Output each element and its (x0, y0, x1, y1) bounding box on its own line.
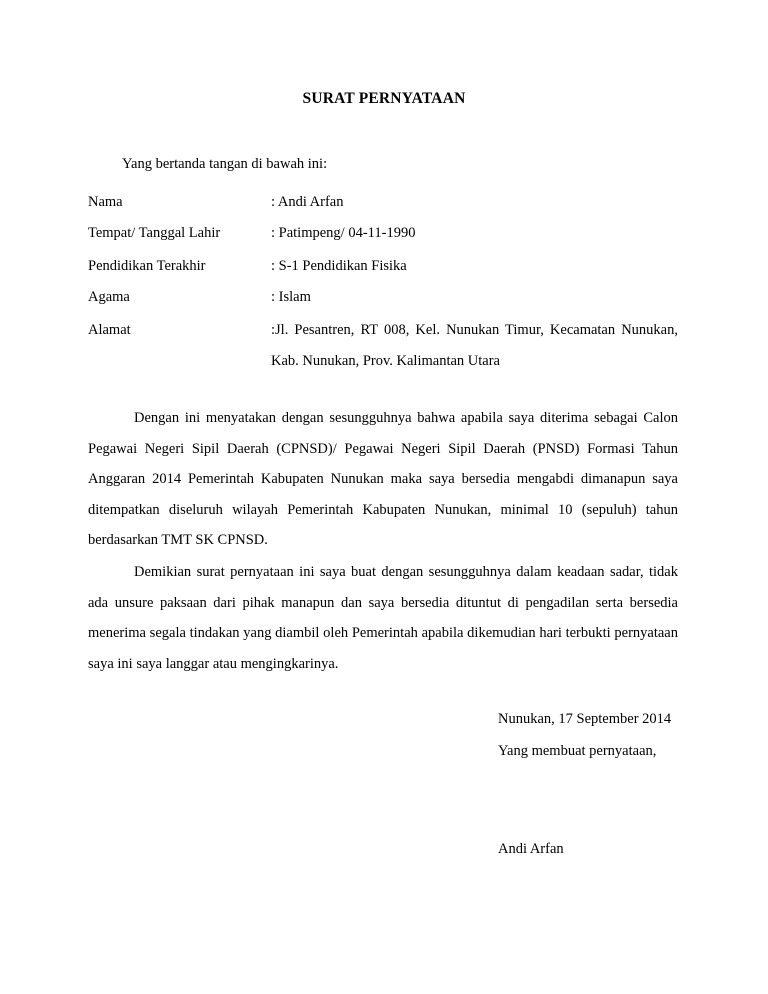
intro-text: Yang bertanda tangan di bawah ini: (122, 156, 328, 172)
signature-maker-label: Yang membuat pernyataan, (498, 743, 657, 759)
signature-name: Andi Arfan (498, 841, 564, 857)
paragraph-1-text: Dengan ini menyatakan dengan sesungguhnya bahwa apabila saya diterima sebagai Calon Pegawai Negeri Sipil Daerah (CPNSD)/ Pegawai Negeri Sipil Daerah (PNSD) Formasi Tahun Anggaran 2014 Pemerintah Kabupaten Nunukan maka saya bersedia mengabdi dimanapun saya ditempatkan diseluruh wilayah Pemerintah Kabupaten Nunukan, minimal 10 (sepuluh) tahun berdasarkan TMT SK CPNSD. (88, 410, 678, 548)
field-value-pendidikan: : S-1 Pendidikan Fisika (271, 258, 407, 274)
statement-paragraph-2 (88, 557, 678, 679)
statement-paragraph-1 (88, 403, 678, 556)
field-label-agama: Agama (88, 289, 130, 305)
field-value-alamat-line2: Kab. Nunukan, Prov. Kalimantan Utara (271, 353, 500, 369)
field-label-alamat: Alamat (88, 322, 131, 338)
document-title: SURAT PERNYATAAN (302, 90, 466, 107)
field-value-alamat-line1: :Jl. Pesantren, RT 008, Kel. Nunukan Timur, Kecamatan Nunukan, (271, 322, 678, 338)
field-value-ttl: : Patimpeng/ 04-11-1990 (271, 225, 416, 241)
field-label-pendidikan: Pendidikan Terakhir (88, 258, 206, 274)
field-label-nama: Nama (88, 194, 123, 210)
signature-place-date: Nunukan, 17 September 2014 (498, 711, 672, 727)
paragraph-2-text: Demikian surat pernyataan ini saya buat dengan sesungguhnya dalam keadaan sadar, tidak ada unsure paksaan dari pihak manapun dan saya bersedia dituntut di pengadilan serta bersedia menerima segala tindakan yang diambil oleh Pemerintah apabila dikemudian hari terbukti pernyataan saya ini saya langgar atau mengingkarinya. (88, 564, 678, 672)
field-label-ttl: Tempat/ Tanggal Lahir (88, 225, 221, 241)
field-value-agama: : Islam (271, 289, 311, 305)
field-value-nama: : Andi Arfan (271, 194, 344, 210)
